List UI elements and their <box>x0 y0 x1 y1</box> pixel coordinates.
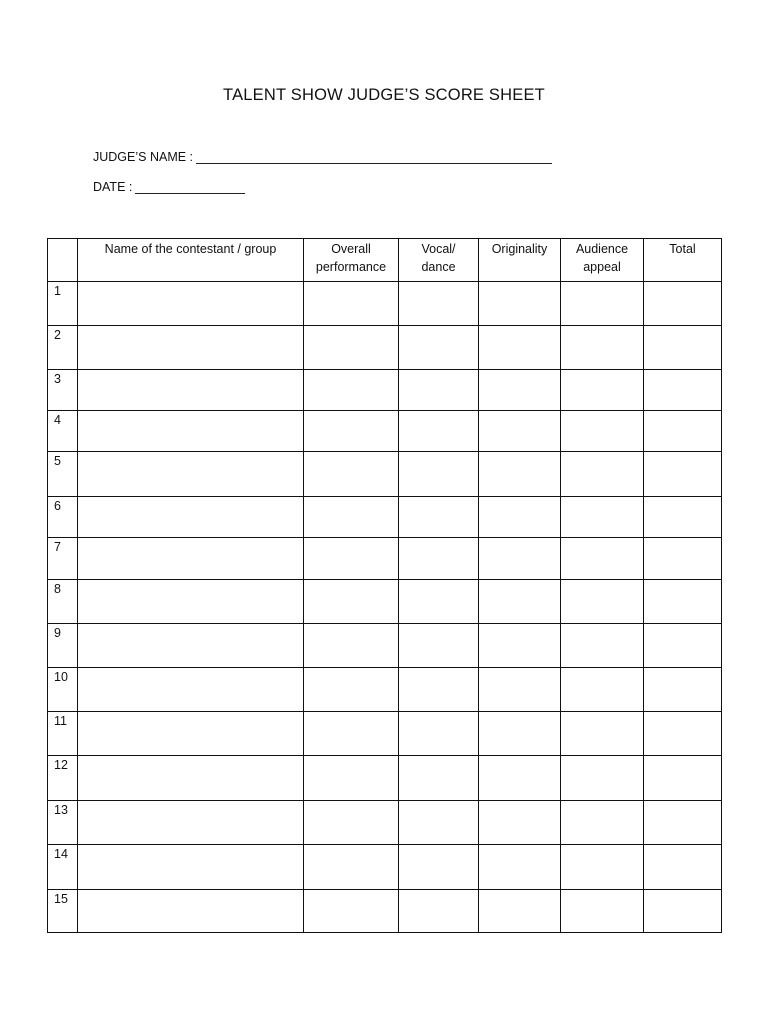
sheet-title: TALENT SHOW JUDGE’S SCORE SHEET <box>223 86 545 104</box>
col-header-number <box>48 239 78 282</box>
row-number: 15 <box>48 890 78 933</box>
score-table <box>47 238 722 933</box>
contestant-cell[interactable] <box>78 845 304 890</box>
row-number: 10 <box>48 668 78 712</box>
overall-performance-cell[interactable] <box>304 624 399 668</box>
originality-cell[interactable] <box>479 370 561 411</box>
table-row <box>48 801 722 845</box>
contestant-cell[interactable] <box>78 712 304 756</box>
total-cell[interactable] <box>644 282 722 326</box>
total-cell[interactable] <box>644 580 722 624</box>
contestant-cell[interactable] <box>78 538 304 580</box>
audience-appeal-cell[interactable] <box>561 326 644 370</box>
row-number: 9 <box>48 624 78 668</box>
table-row <box>48 890 722 933</box>
contestant-cell[interactable] <box>78 497 304 538</box>
overall-performance-cell[interactable] <box>304 411 399 452</box>
table-row <box>48 411 722 452</box>
vocal-dance-cell[interactable] <box>399 497 479 538</box>
originality-cell[interactable] <box>479 411 561 452</box>
originality-cell[interactable] <box>479 624 561 668</box>
table-row <box>48 712 722 756</box>
table-row <box>48 370 722 411</box>
row-number: 8 <box>48 580 78 624</box>
total-cell[interactable] <box>644 845 722 890</box>
table-row <box>48 282 722 326</box>
vocal-dance-cell[interactable] <box>399 890 479 933</box>
contestant-cell[interactable] <box>78 326 304 370</box>
judge-name-label: JUDGE’S NAME : <box>93 150 194 164</box>
vocal-dance-cell[interactable] <box>399 756 479 801</box>
overall-performance-cell[interactable] <box>304 282 399 326</box>
contestant-cell[interactable] <box>78 452 304 497</box>
originality-cell[interactable] <box>479 845 561 890</box>
vocal-dance-cell[interactable] <box>399 712 479 756</box>
judge-name-row <box>93 150 552 164</box>
total-cell[interactable] <box>644 452 722 497</box>
row-number: 13 <box>48 801 78 845</box>
vocal-dance-cell[interactable] <box>399 282 479 326</box>
contestant-cell[interactable] <box>78 668 304 712</box>
vocal-dance-cell[interactable] <box>399 624 479 668</box>
vocal-dance-cell[interactable] <box>399 411 479 452</box>
audience-appeal-cell[interactable] <box>561 712 644 756</box>
audience-appeal-cell[interactable] <box>561 538 644 580</box>
total-cell[interactable] <box>644 411 722 452</box>
originality-cell[interactable] <box>479 282 561 326</box>
overall-performance-cell[interactable] <box>304 580 399 624</box>
audience-appeal-cell[interactable] <box>561 624 644 668</box>
contestant-cell[interactable] <box>78 282 304 326</box>
table-row <box>48 624 722 668</box>
row-number: 1 <box>48 282 78 326</box>
total-cell[interactable] <box>644 756 722 801</box>
audience-appeal-cell[interactable] <box>561 801 644 845</box>
audience-appeal-cell[interactable] <box>561 370 644 411</box>
table-row <box>48 538 722 580</box>
contestant-cell[interactable] <box>78 370 304 411</box>
row-number: 12 <box>48 756 78 801</box>
originality-cell[interactable] <box>479 497 561 538</box>
col-header-total: Total <box>644 239 722 282</box>
contestant-cell[interactable] <box>78 411 304 452</box>
total-cell[interactable] <box>644 326 722 370</box>
col-header-audience-appeal: Audience appeal <box>561 239 644 282</box>
row-number: 5 <box>48 452 78 497</box>
date-field[interactable] <box>135 180 245 194</box>
originality-cell[interactable] <box>479 801 561 845</box>
originality-cell[interactable] <box>479 756 561 801</box>
audience-appeal-cell[interactable] <box>561 497 644 538</box>
originality-cell[interactable] <box>479 538 561 580</box>
total-cell[interactable] <box>644 712 722 756</box>
col-header-overall-performance: Overall performance <box>304 239 399 282</box>
total-cell[interactable] <box>644 370 722 411</box>
overall-performance-cell[interactable] <box>304 712 399 756</box>
contestant-cell[interactable] <box>78 890 304 933</box>
total-cell[interactable] <box>644 668 722 712</box>
col-header-vocal-dance: Vocal/ dance <box>399 239 479 282</box>
contestant-cell[interactable] <box>78 756 304 801</box>
row-number: 2 <box>48 326 78 370</box>
total-cell[interactable] <box>644 497 722 538</box>
overall-performance-cell[interactable] <box>304 756 399 801</box>
contestant-cell[interactable] <box>78 624 304 668</box>
col-header-originality: Originality <box>479 239 561 282</box>
table-row <box>48 845 722 890</box>
audience-appeal-cell[interactable] <box>561 668 644 712</box>
vocal-dance-cell[interactable] <box>399 801 479 845</box>
audience-appeal-cell[interactable] <box>561 282 644 326</box>
table-row <box>48 452 722 497</box>
table-row <box>48 326 722 370</box>
row-number: 3 <box>48 370 78 411</box>
overall-performance-cell[interactable] <box>304 452 399 497</box>
overall-performance-cell[interactable] <box>304 497 399 538</box>
table-row <box>48 497 722 538</box>
date-label: DATE : <box>93 180 133 194</box>
overall-performance-cell[interactable] <box>304 538 399 580</box>
vocal-dance-cell[interactable] <box>399 326 479 370</box>
overall-performance-cell[interactable] <box>304 845 399 890</box>
audience-appeal-cell[interactable] <box>561 756 644 801</box>
row-number: 14 <box>48 845 78 890</box>
row-number: 6 <box>48 497 78 538</box>
vocal-dance-cell[interactable] <box>399 452 479 497</box>
judge-name-field[interactable] <box>196 150 552 164</box>
overall-performance-cell[interactable] <box>304 801 399 845</box>
row-number: 4 <box>48 411 78 452</box>
row-number: 7 <box>48 538 78 580</box>
originality-cell[interactable] <box>479 890 561 933</box>
date-row <box>93 180 245 194</box>
total-cell[interactable] <box>644 624 722 668</box>
row-number: 11 <box>48 712 78 756</box>
contestant-cell[interactable] <box>78 580 304 624</box>
audience-appeal-cell[interactable] <box>561 845 644 890</box>
vocal-dance-cell[interactable] <box>399 845 479 890</box>
contestant-cell[interactable] <box>78 801 304 845</box>
originality-cell[interactable] <box>479 452 561 497</box>
audience-appeal-cell[interactable] <box>561 452 644 497</box>
header-row <box>48 239 722 282</box>
audience-appeal-cell[interactable] <box>561 890 644 933</box>
originality-cell[interactable] <box>479 668 561 712</box>
overall-performance-cell[interactable] <box>304 326 399 370</box>
vocal-dance-cell[interactable] <box>399 370 479 411</box>
table-row <box>48 756 722 801</box>
vocal-dance-cell[interactable] <box>399 668 479 712</box>
audience-appeal-cell[interactable] <box>561 411 644 452</box>
vocal-dance-cell[interactable] <box>399 538 479 580</box>
originality-cell[interactable] <box>479 326 561 370</box>
overall-performance-cell[interactable] <box>304 890 399 933</box>
originality-cell[interactable] <box>479 580 561 624</box>
vocal-dance-cell[interactable] <box>399 580 479 624</box>
overall-performance-cell[interactable] <box>304 668 399 712</box>
total-cell[interactable] <box>644 890 722 933</box>
col-header-contestant: Name of the contestant / group <box>78 239 304 282</box>
table-row <box>48 668 722 712</box>
originality-cell[interactable] <box>479 712 561 756</box>
total-cell[interactable] <box>644 538 722 580</box>
overall-performance-cell[interactable] <box>304 370 399 411</box>
table-row <box>48 580 722 624</box>
total-cell[interactable] <box>644 801 722 845</box>
audience-appeal-cell[interactable] <box>561 580 644 624</box>
